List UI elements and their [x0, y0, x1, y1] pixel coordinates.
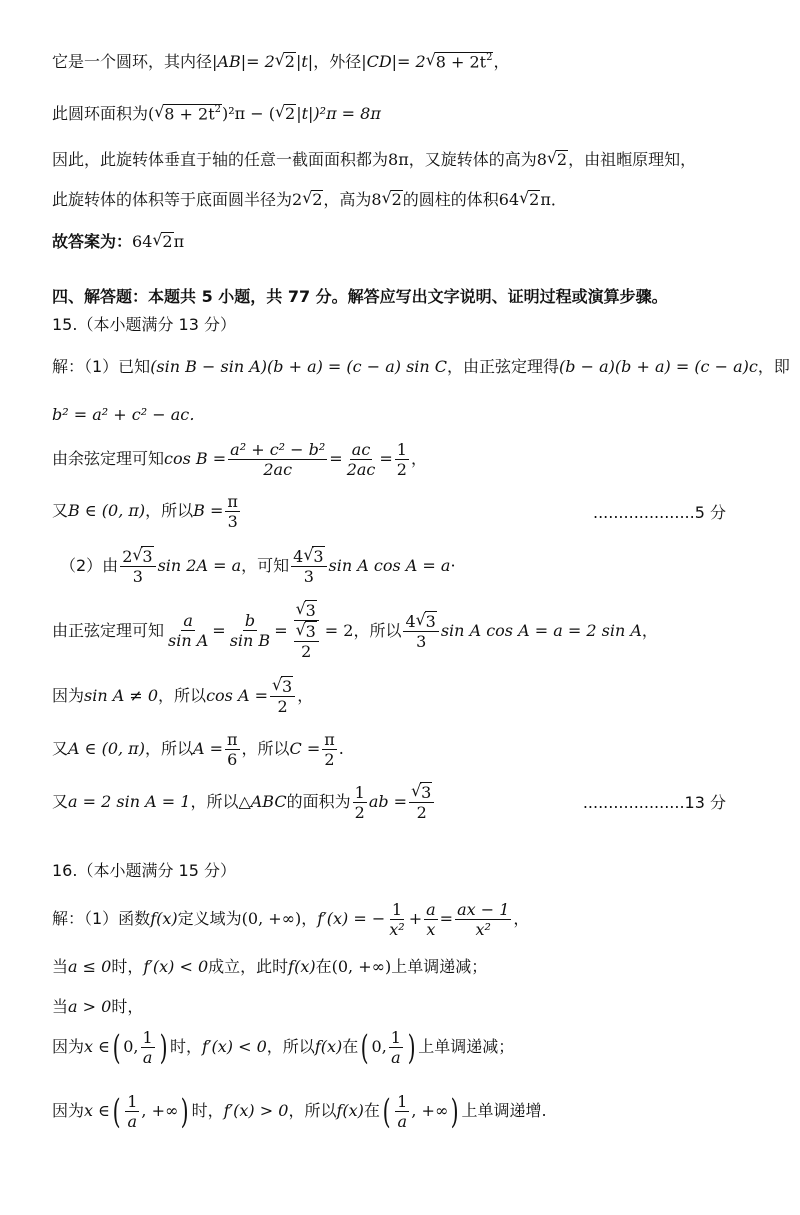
fraction: $\frac{1}{\text{x²}}$ [389, 900, 405, 940]
fraction: $\frac{1}{a}$ [397, 1092, 408, 1132]
fraction: $\frac{4√ 3}{3}$ [403, 611, 438, 651]
fraction: $\frac{a}{x}$ [426, 900, 436, 940]
sqrt-8-2t2: √ $8 + 2t^2$ [426, 52, 494, 72]
text: ， [493, 51, 510, 71]
q16-case-a-le-0: 当 a ≤ 0 时， f′(x) < 0 成立，此时 f(x) 在 (0, +∞) 上单调递减； [52, 957, 488, 976]
text: ，外径 [313, 51, 362, 71]
fraction: $\frac{ax - 1}{\text{x²}}$ [457, 900, 510, 940]
line-ring-description [52, 52, 510, 72]
q15-part-2: （2）由 $\frac{2√ 3}{3}$ sin 2A = a ，可知 $\frac{4√ 3}{3}$ sin A cos A = a · [60, 546, 456, 586]
section-heading: 四、解答题：本题共 5 小题，共 77 分。解答应写出文字说明、证明过程或演算步骤。 [52, 287, 668, 306]
fraction: √ 3 √ $\frac{3}{2}$ [290, 600, 323, 662]
line-cross-section: 因此，此旋转体垂直于轴的任意一截面面积都为 8π ，又旋转体的高为 8 √ 2 ，由祖暅原理知， [52, 150, 696, 169]
q16-derivative: 解：（1）函数 f(x) 定义域为 (0, +∞) ， f′(x) = − $\frac{1}{\text{x²}}$ + $\frac{a}{x}$ = $\frac{ax - 1}{\text{x²}}$ ， [52, 900, 530, 940]
question-15-title: 15.（本小题满分 13 分） [52, 315, 236, 334]
q15-B-value: 又 B ∈ (0, π) ，所以 B = $\frac{\pi}{3}$ [52, 492, 238, 532]
q15-cosA: 因为 sin A ≠ 0 ，所以 cos A = √ $\frac{3}{2}$ ， [52, 676, 313, 716]
fraction: $\frac{\pi}{6}$ [227, 730, 238, 770]
fraction: $\frac{2√ 3}{3}$ [120, 546, 155, 586]
fraction: $\frac{\text{a² + c² − b²}}{2ac}$ [230, 440, 326, 480]
line-volume: 此旋转体的体积等于底面圆半径为 2 √ 2 ，高为 8 √ 2 的圆柱的体积 64 √ 2 π ． [52, 190, 567, 209]
fraction: $\frac{a}{\text{sin A}}$ [168, 611, 209, 651]
q15-step-1-cont: b² = a² + c² − ac． [52, 405, 206, 424]
q15-cosine: 由余弦定理可知 cos B = $\frac{\text{a² + c² − b²}}{2ac}$ = $\frac{ac}{2ac}$ = $\frac{1}{2}$ ， [52, 440, 427, 480]
fraction: $\frac{1}{a}$ [142, 1028, 153, 1068]
fraction: $\frac{ac}{2ac}$ [346, 440, 376, 480]
question-16-title: 16.（本小题满分 15 分） [52, 861, 236, 880]
q15-area: 又 a = 2 sin A = 1 ，所以△ ABC 的面积为 $\frac{1}{2}$ ab = √ $\frac{3}{2}$ [52, 782, 436, 822]
sqrt-area: √ $8 + 2t^2$ [154, 104, 222, 124]
fraction: $\frac{\pi}{3}$ [227, 492, 238, 532]
line-ring-area: 此圆环面积为 ( √ $8 + 2t^2$ )²π − ( √ 2 |t|)²π = 8π [52, 104, 381, 124]
line-answer: 故答案为： 64 √ 2 π [52, 232, 184, 251]
fraction: $\frac{\pi}{2}$ [324, 730, 335, 770]
text: 它是一个圆环，其内径 [52, 51, 213, 71]
fraction: √ $\frac{3}{2}$ [409, 782, 434, 822]
q16-decreasing: 因为 x ∈ ( 0, $\frac{1}{a}$ ) 时， f′(x) < 0 ，所以 f(x) 在 ( 0, $\frac{1}{a}$ ) 上单调递减； [52, 1027, 515, 1068]
score-mark-13: ....................13 分 [582, 793, 726, 812]
q16-case-a-gt-0: 当 a > 0 时， [52, 997, 144, 1016]
fraction: $\frac{4√ 3}{3}$ [291, 546, 326, 586]
q15-angles: 又 A ∈ (0, π) ，所以 A = $\frac{\pi}{6}$ ，所以 C = $\frac{\pi}{2}$ . [52, 730, 344, 770]
sqrt-2: √ 2 [275, 52, 296, 71]
score-mark-5: ....................5 分 [593, 503, 726, 522]
fraction: $\frac{1}{2}$ [396, 440, 407, 480]
text: 此圆环面积为 [52, 103, 149, 123]
q15-step-1: 解：（1）已知 (sin B − sin A)(b + a) = (c − a) sin C ，由正弦定理得 (b − a)(b + a) = (c − a)c ，即 [52, 357, 790, 376]
math-abs-t: |t| [295, 51, 314, 71]
q15-sine-law: 由正弦定理可知 $\frac{a}{\text{sin A}}$ = $\frac{b}{\text{sin B}}$ = √ 3 √ $\frac{3}{2}$ = 2 ，所以 $\frac{4√ 3}{3}$ sin A cos A = a = 2 sin A ， [52, 600, 658, 662]
fraction: √ $\frac{3}{2}$ [270, 676, 295, 716]
fraction: $\frac{1}{2}$ [354, 782, 365, 822]
math-cd: |CD|= 2 [361, 51, 426, 71]
math-ab: |AB|= 2 [212, 51, 275, 71]
fraction: $\frac{1}{a}$ [390, 1028, 401, 1068]
q16-increasing: 因为 x ∈ ( $\frac{1}{a}$ , +∞ ) 时， f′(x) > 0 ，所以 f(x) 在 ( $\frac{1}{a}$ , +∞ ) 上单调递增. [52, 1091, 547, 1132]
fraction: $\frac{b}{\text{sin B}}$ [229, 611, 271, 651]
fraction: $\frac{1}{a}$ [127, 1092, 138, 1132]
